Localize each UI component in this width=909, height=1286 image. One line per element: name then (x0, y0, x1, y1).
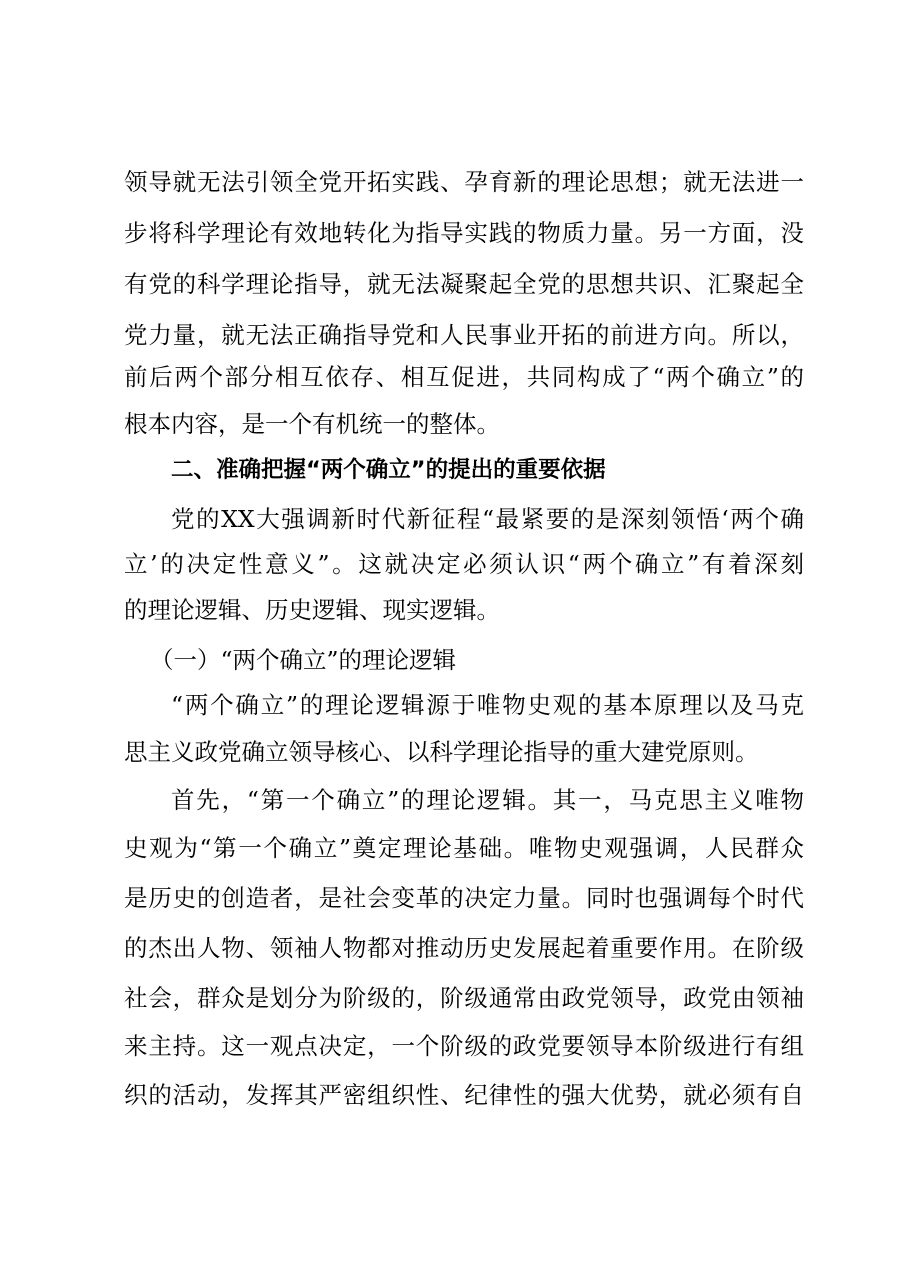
body-line: 立’的决定性意义”。这就决定必须认识“两个确立”有着深刻 (124, 550, 804, 578)
body-line: 领导就无法引领全党开拓实践、孕育新的理论思想；就无法进一 (124, 168, 804, 196)
body-line: 思主义政党确立领导核心、以科学理论指导的重大建党原则。 (124, 738, 759, 766)
paragraph-first-line: “两个确立”的理论逻辑源于唯物史观的基本原理以及马克 (171, 691, 804, 719)
body-line: 有党的科学理论指导，就无法凝聚起全党的思想共识、汇聚起全 (124, 270, 804, 298)
body-line: 史观为“第一个确立”奠定理论基础。唯物史观强调，人民群众 (124, 834, 804, 862)
body-line: 的理论逻辑、历史逻辑、现实逻辑。 (124, 596, 500, 624)
body-line: 步将科学理论有效地转化为指导实践的物质力量。另一方面，没 (124, 219, 804, 247)
paragraph-first-line: 党的XX大强调新时代新征程“最紧要的是深刻领悟‘两个确 (171, 505, 804, 533)
section-heading: 二、准确把握“两个确立”的提出的重要依据 (171, 457, 606, 483)
body-line: 的杰出人物、领袖人物都对推动历史发展起着重要作用。在阶级 (124, 934, 804, 962)
subsection-heading: （一）“两个确立”的理论逻辑 (150, 646, 457, 674)
body-line: 党力量，就无法正确指导党和人民事业开拓的前进方向。所以， (124, 321, 804, 349)
body-line: 前后两个部分相互依存、相互促进，共同构成了“两个确立”的 (124, 363, 804, 391)
body-line: 根本内容，是一个有机统一的整体。 (124, 410, 500, 438)
body-line: 来主持。这一观点决定，一个阶级的政党要领导本阶级进行有组 (124, 1032, 804, 1060)
body-line: 是历史的创造者，是社会变革的决定力量。同时也强调每个时代 (124, 884, 804, 912)
paragraph-first-line: 首先，“第一个确立”的理论逻辑。其一，马克思主义唯物 (171, 786, 804, 814)
body-line: 织的活动，发挥其严密组织性、纪律性的强大优势，就必须有自 (124, 1081, 804, 1109)
body-line: 社会，群众是划分为阶级的，阶级通常由政党领导，政党由领袖 (124, 984, 804, 1012)
